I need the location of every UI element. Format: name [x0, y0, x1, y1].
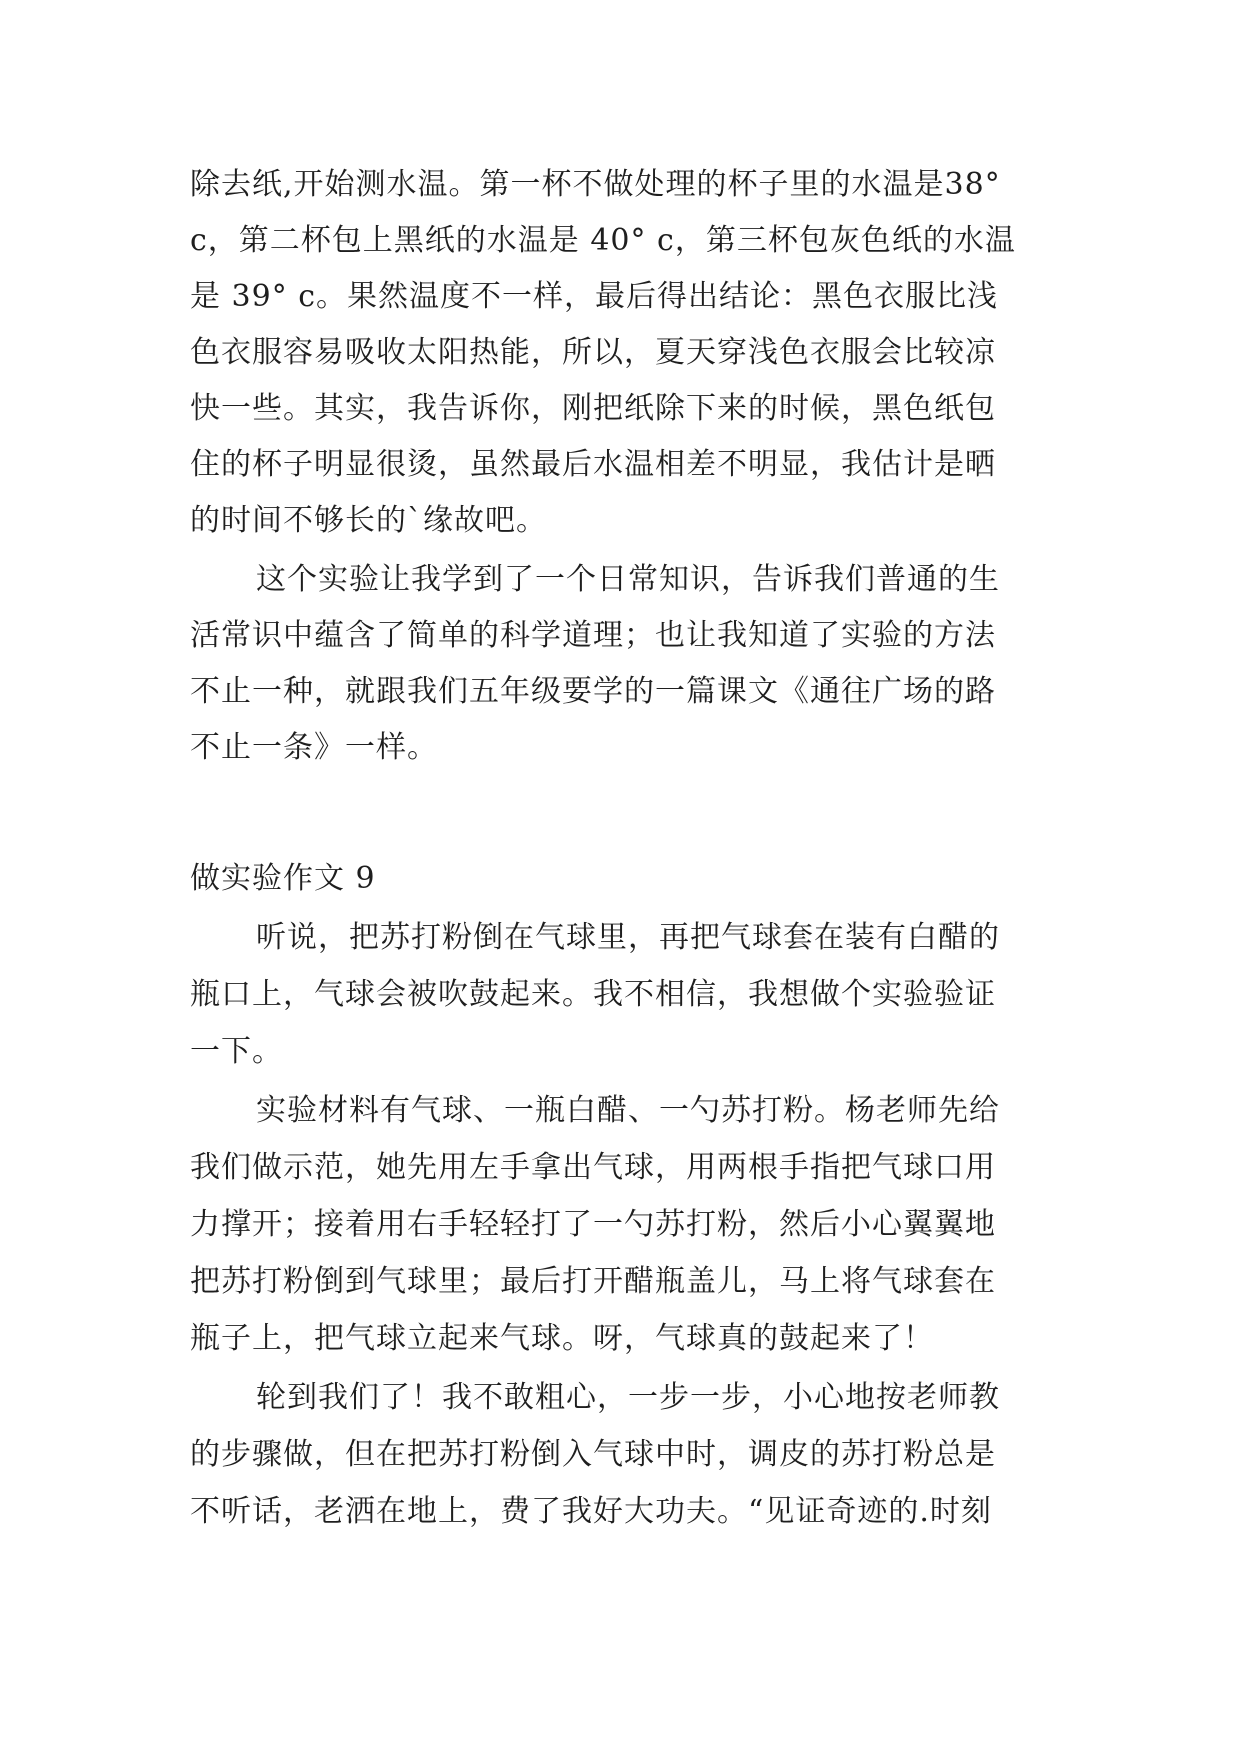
paragraph-2-line-4: 不止一条》一样。 — [190, 730, 438, 765]
paragraph-5-line-3: 不听话，老洒在地上，费了我好大功夫。“见证奇迹的.时刻 — [190, 1494, 992, 1529]
paragraph-3-line-2: 瓶口上，气球会被吹鼓起来。我不相信，我想做个实验验证 — [190, 977, 996, 1012]
section-heading: 做实验作文 9 — [190, 861, 376, 896]
paragraph-4-line-4: 把苏打粉倒到气球里；最后打开醋瓶盖儿，马上将气球套在 — [190, 1264, 996, 1299]
paragraph-1-line-7: 的时间不够长的`缘故吧。 — [190, 503, 547, 538]
paragraph-1-line-1: 除去纸,开始测水温。第一杯不做处理的杯子里的水温是38° — [190, 167, 1001, 202]
paragraph-4-line-5: 瓶子上，把气球立起来气球。呀，气球真的鼓起来了！ — [190, 1321, 934, 1356]
paragraph-5-line-2: 的步骤做，但在把苏打粉倒入气球中时，调皮的苏打粉总是 — [190, 1437, 996, 1472]
paragraph-1-line-2: c，第二杯包上黑纸的水温是 40° c，第三杯包灰色纸的水温 — [190, 223, 1016, 258]
paragraph-2-line-1: 这个实验让我学到了一个日常知识，告诉我们普通的生 — [256, 562, 1000, 597]
paragraph-2-line-3: 不止一种，就跟我们五年级要学的一篇课文《通往广场的路 — [190, 674, 996, 709]
paragraph-1-line-5: 快一些。其实，我告诉你，刚把纸除下来的时候，黑色纸包 — [190, 391, 996, 426]
paragraph-5-line-1: 轮到我们了！我不敢粗心，一步一步，小心地按老师教 — [256, 1380, 1000, 1415]
paragraph-4-line-3: 力撑开；接着用右手轻轻打了一勺苏打粉，然后小心翼翼地 — [190, 1207, 996, 1242]
paragraph-2-line-2: 活常识中蕴含了简单的科学道理；也让我知道了实验的方法 — [190, 618, 996, 653]
paragraph-1-line-6: 住的杯子明显很烫，虽然最后水温相差不明显，我估计是晒 — [190, 447, 996, 482]
paragraph-4-line-1: 实验材料有气球、一瓶白醋、一勺苏打粉。杨老师先给 — [256, 1093, 1000, 1128]
paragraph-1-line-4: 色衣服容易吸收太阳热能，所以，夏天穿浅色衣服会比较凉 — [190, 335, 996, 370]
paragraph-1-line-3: 是 39° c。果然温度不一样，最后得出结论：黑色衣服比浅 — [190, 279, 999, 314]
paragraph-3-line-1: 听说，把苏打粉倒在气球里，再把气球套在装有白醋的 — [256, 920, 1000, 955]
paragraph-3-line-3: 一下。 — [190, 1034, 283, 1069]
paragraph-4-line-2: 我们做示范，她先用左手拿出气球，用两根手指把气球口用 — [190, 1150, 996, 1185]
